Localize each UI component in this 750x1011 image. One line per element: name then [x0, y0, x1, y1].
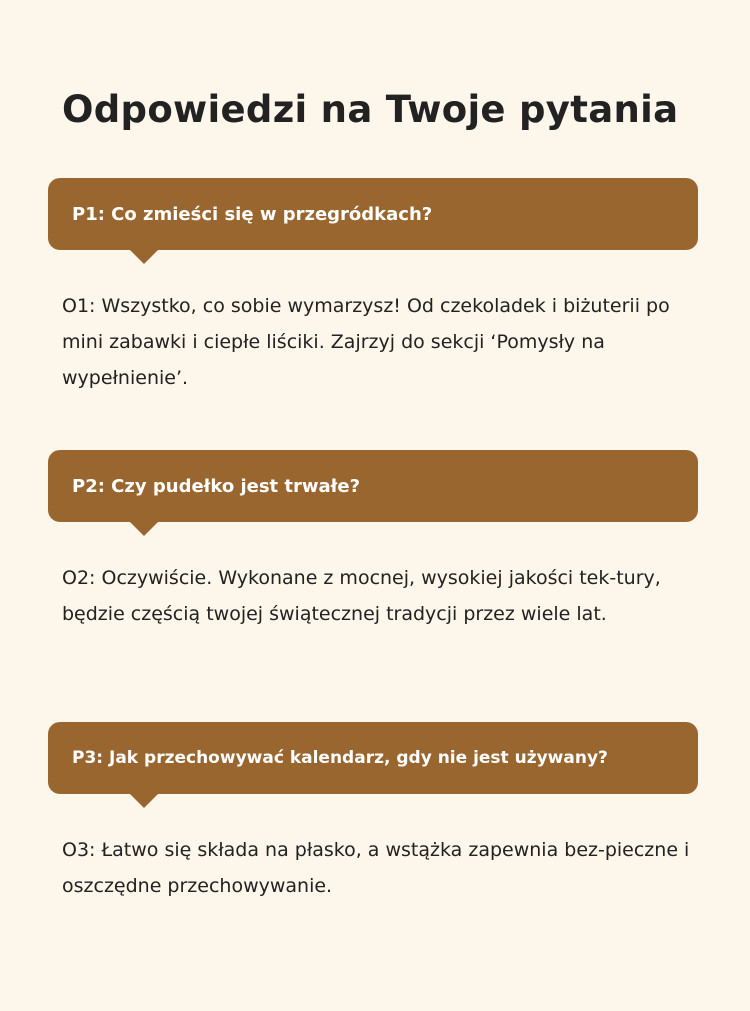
faq-item — [48, 450, 698, 632]
question-bubble — [48, 450, 698, 522]
question-text: P1: Co zmieści się w przegródkach? — [72, 203, 433, 225]
question-text: P3: Jak przechowywać kalendarz, gdy nie jest używany? — [72, 748, 608, 768]
question-bubble — [48, 722, 698, 794]
answer-text: O1: Wszystko, co sobie wymarzysz! Od czekoladek i biżuterii po mini zabawki i ciepłe liściki. Zajrzyj do sekcji ‘Pomysły na wypełnienie’. — [62, 295, 670, 389]
faq-item — [48, 722, 698, 904]
faq-item — [48, 178, 698, 396]
question-text: P2: Czy pudełko jest trwałe? — [72, 475, 361, 497]
answer-text: O3: Łatwo się składa na płasko, a wstążka zapewnia bez-pieczne i oszczędne przechowywanie. — [62, 839, 690, 897]
answer-text: O2: Oczywiście. Wykonane z mocnej, wysokiej jakości tek-tury, będzie częścią twojej świątecznej tradycji przez wiele lat. — [62, 567, 661, 625]
page-title: Odpowiedzi na Twoje pytania — [62, 88, 679, 131]
question-bubble — [48, 178, 698, 250]
